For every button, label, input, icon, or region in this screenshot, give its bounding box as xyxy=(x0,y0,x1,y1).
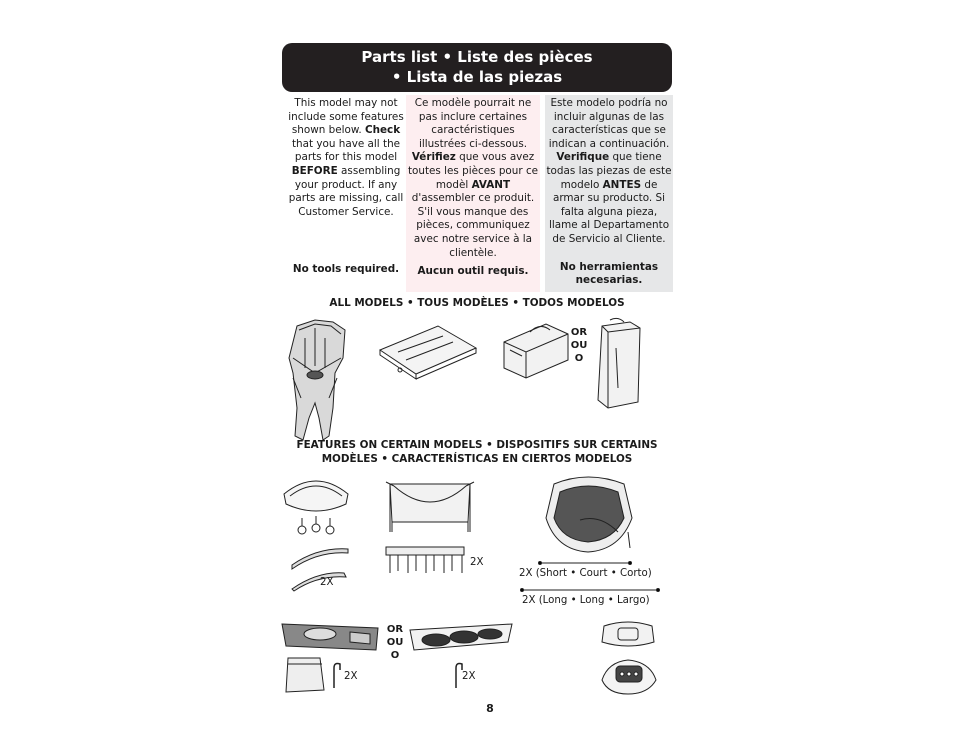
canopy-illustration xyxy=(282,474,350,540)
or-text-es: O xyxy=(574,353,584,364)
intro-es-bold-1: Verifique xyxy=(556,151,610,164)
carry-bag-tall-illustration xyxy=(594,318,644,410)
intro-en-text-2: that you have all the parts for this model xyxy=(291,137,401,164)
title-line-2: • Lista de las piezas xyxy=(391,68,563,86)
features-heading xyxy=(282,438,672,466)
intro-fr-bold-1: Vérifiez xyxy=(411,151,456,164)
soother-top-illustration xyxy=(598,620,658,650)
qty-bars: 2X xyxy=(320,577,334,588)
short-rods-illustration xyxy=(538,559,632,567)
intro-es-text-1: Este modelo podría no incluir algunas de las características que se indican a continuación. xyxy=(548,97,670,150)
or-text-fr: OU xyxy=(570,340,588,351)
changing-table-illustration xyxy=(540,474,638,556)
short-rods-label: 2X (Short • Court • Corto) xyxy=(519,568,652,579)
soother-unit-illustration xyxy=(598,656,660,696)
intro-es-text-2: que tiene todas las piezas de este modelo xyxy=(546,151,672,191)
bassinet-illustration xyxy=(384,478,476,536)
qty-hooks-2: 2X xyxy=(462,671,476,682)
intro-es-note: No herramientas necesarias. xyxy=(559,261,659,286)
features-heading-line-2: MODÈLES • CARACTERÍSTICAS EN CIERTOS MODELOS xyxy=(321,453,633,465)
intro-es-bold-2: ANTES xyxy=(602,178,642,191)
intro-fr-text-3: d'assembler ce produit. S'il vous manque des pièces, communiquez avec notre service à la clientèle. xyxy=(411,192,535,259)
intro-english xyxy=(282,95,410,292)
page-number: 8 xyxy=(486,702,494,715)
long-rods-illustration xyxy=(520,586,660,594)
intro-en-bold-2: BEFORE xyxy=(291,164,338,177)
qty-clips: 2X xyxy=(470,557,484,568)
intro-en-text-3: assembling your product. If any parts are missing, call Customer Service. xyxy=(288,164,404,218)
title-banner xyxy=(282,43,672,92)
or-label-1 xyxy=(569,326,589,365)
intro-en-text-1: This model may not include some features shown below. xyxy=(288,97,404,137)
intro-french xyxy=(406,95,540,292)
hook-illustration-1 xyxy=(330,660,344,690)
intro-fr-text-2: que vous avez toutes les pièces pour ce modèl xyxy=(407,151,539,191)
intro-fr-bold-2: AVANT xyxy=(471,178,511,191)
or-label-2 xyxy=(385,623,405,662)
intro-es-text-3: de armar su producto. Si falta alguna pieza, llame al Departamento de Servicio al Cliente. xyxy=(548,178,670,245)
mattress-pad-illustration xyxy=(378,322,478,382)
organizer-tray-illustration xyxy=(280,618,380,658)
intro-spanish xyxy=(545,95,673,292)
intro-fr-text-1: Ce modèle pourrait ne pas inclure certaines caractéristiques illustrées ci-dessous. xyxy=(414,97,532,150)
or-text-es-2: O xyxy=(390,650,400,661)
organizer-alt-illustration xyxy=(408,620,514,654)
long-rods-label: 2X (Long • Long • Largo) xyxy=(522,595,650,606)
or-text-en: OR xyxy=(570,327,588,338)
intro-en-bold-1: Check xyxy=(364,124,401,137)
storage-pocket-illustration xyxy=(284,654,326,694)
intro-en-note: No tools required. xyxy=(292,263,400,275)
carry-bag-closed-illustration xyxy=(500,320,570,382)
title-line-1: Parts list • Liste des pièces xyxy=(361,48,593,66)
intro-fr-note: Aucun outil requis. xyxy=(417,265,529,277)
all-models-heading: ALL MODELS • TOUS MODÈLES • TODOS MODELOS xyxy=(329,297,625,309)
leg-clips-illustration xyxy=(384,543,466,575)
qty-hooks-1: 2X xyxy=(344,671,358,682)
playard-frame-illustration xyxy=(285,318,355,443)
or-text-en-2: OR xyxy=(386,624,404,635)
features-heading-line-1: FEATURES ON CERTAIN MODELS • DISPOSITIFS SUR CERTAINS xyxy=(296,439,658,451)
or-text-fr-2: OU xyxy=(386,637,404,648)
